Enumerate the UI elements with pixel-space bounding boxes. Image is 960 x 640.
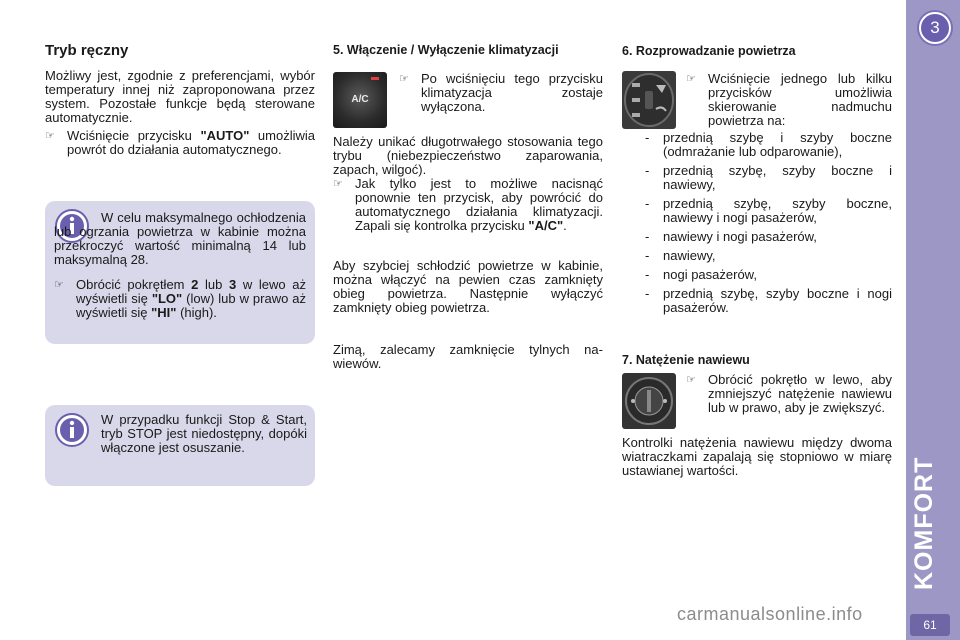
pointer-icon: ☞ (333, 178, 343, 190)
ac-key: "A/C" (528, 218, 564, 233)
intro-paragraph: Możliwy jest, zgodnie z preferencjami, wybór temperatury innej niż zaproponowana przez system. Pozostałe funkcje będą sterowane automatycznie. (45, 68, 315, 125)
list-item-text: przednią szybę, szyby boczne, nawiewy i nogi pasażerów, (663, 196, 892, 225)
dash-marker: - (645, 130, 650, 145)
knob-3: 3 (229, 277, 237, 292)
pointer-icon: ☞ (54, 279, 64, 291)
dash-marker: - (645, 196, 650, 211)
pointer-icon: ☞ (686, 374, 696, 386)
bullet-text: Wciśnięcie przycisku (67, 128, 201, 143)
list-item-text: przednią szybę, szyby boczne i nawiewy, (663, 163, 892, 192)
air-distribution-icon (622, 71, 676, 129)
list-item (645, 287, 892, 315)
section-title-manual: Tryb ręczny (45, 42, 129, 59)
ac-para-1: Należy unikać długotrwałego stosowania tego trybu (niebezpieczeństwo zaparowania, zapach, wilgoć). (333, 134, 603, 177)
info1-bullet (54, 278, 306, 320)
list-item (645, 268, 892, 282)
list-item-text: nogi pasażerów, (663, 267, 757, 282)
info1-bullet-text: (high). (176, 305, 217, 320)
auto-key: "AUTO" (200, 128, 250, 143)
list-item (645, 197, 892, 225)
ac-button-label: A/C (351, 94, 369, 105)
fan-bullet-text: Obrócić pokrętło w lewo, aby zmniejszyć natężenie nawiewu lub w prawo, aby je zwiększyć. (708, 372, 892, 415)
ac-bullet-2-text: . (563, 218, 567, 233)
ac-bullet-1-text: Po wciśnięciu tego przycisku klimatyzacja zostaje wyłączona. (421, 71, 603, 114)
distribution-bullet-text: Wciśnięcie jednego lub kilku przycisków umożliwia skierowanie nadmuchu powietrza na: (708, 71, 892, 128)
chapter-title: KOMFORT (910, 456, 938, 590)
info1-bullet-text: Obrócić pokrętłem (76, 277, 192, 292)
list-item-text: przednią szybę i szyby boczne (odmrażanie lub odparowanie), (663, 130, 892, 159)
fan-knob-photo (622, 373, 676, 429)
info-box-temperature (45, 201, 315, 344)
info-icon (55, 413, 89, 447)
distribution-list (645, 131, 892, 320)
list-item (645, 230, 892, 244)
list-item-text: nawiewy i nogi pasażerów, (663, 229, 817, 244)
fan-knob-icon (622, 373, 676, 429)
ac-indicator-light (371, 77, 379, 80)
ac-bullet-2-text: Jak tylko jest to możliwe nacisnąć ponownie ten przycisk, aby powrócić do automatycznego działania klimatyzacji. Zapali się kontrolka przycisku (355, 176, 603, 233)
info1-bullet-text: (low) lub w prawo aż wyświetli się (76, 291, 306, 320)
chapter-number-badge: 3 (919, 12, 951, 44)
ac-bullet-2 (333, 177, 603, 233)
heading-ac: 5. Włączenie / Wyłączenie klimatyzacji (333, 43, 559, 57)
fan-bullet (686, 373, 892, 415)
ac-para-2: Aby szybciej schłodzić powietrze w kabinie, można włączyć na pewien czas zamknięty obieg powietrza. Następnie wyłączyć zamknięty obieg powietrza. (333, 258, 603, 315)
watermark: carmanualsonline.info (677, 604, 863, 624)
distribution-bullet (686, 72, 892, 128)
dash-marker: - (645, 267, 650, 282)
info1-bullet-text: w lewo aż wyświetli się (76, 277, 306, 306)
info1-bullet-text: lub (198, 277, 229, 292)
left-column (45, 42, 315, 157)
info-box-stop-start (45, 405, 315, 486)
list-item (645, 131, 892, 159)
dash-marker: - (645, 163, 650, 178)
hi-key: "HI" (151, 305, 177, 320)
page-number: 61 (910, 614, 950, 636)
pointer-icon: ☞ (45, 130, 55, 142)
knob-2: 2 (191, 277, 199, 292)
list-item (645, 249, 892, 263)
air-distribution-photo (622, 71, 676, 129)
dash-marker: - (645, 248, 650, 263)
ac-para-3: Zimą, zalecamy zamknięcie tylnych nawiewów. (333, 342, 603, 371)
info2-text: W przypadku funkcji Stop & Start, tryb STOP jest niedostępny, dopóki włączone jest osuszanie. (101, 412, 307, 455)
list-item (645, 164, 892, 192)
fan-paragraph: Kontrolki natężenia nawiewu między dwoma wiatraczkami zapalają się stopniowo w miarę ustawianej wartości. (622, 435, 892, 478)
bullet-text-end: umożliwia powrót do działania automatycznego. (67, 128, 315, 157)
ac-bullet-1 (399, 72, 603, 114)
auto-bullet (45, 129, 315, 157)
ac-button-photo (333, 72, 387, 128)
info1-text: W celu maksymalnego ochłodzenia lub ogrzania powietrza w kabinie można przekroczyć wartość minimalną 14 lub maksymalną 28. (54, 210, 306, 267)
dash-marker: - (645, 229, 650, 244)
list-item-text: nawiewy, (663, 248, 716, 263)
pointer-icon: ☞ (399, 73, 409, 85)
list-item-text: przednią szybę, szyby boczne i nogi pasażerów. (663, 286, 892, 315)
lo-key: "LO" (151, 291, 183, 306)
pointer-icon: ☞ (686, 73, 696, 85)
middle-column (333, 44, 603, 57)
dash-marker: - (645, 286, 650, 301)
heading-air-distribution: 6. Rozprowadzanie powietrza (622, 44, 796, 58)
heading-fan-speed: 7. Natężenie nawiewu (622, 353, 750, 367)
